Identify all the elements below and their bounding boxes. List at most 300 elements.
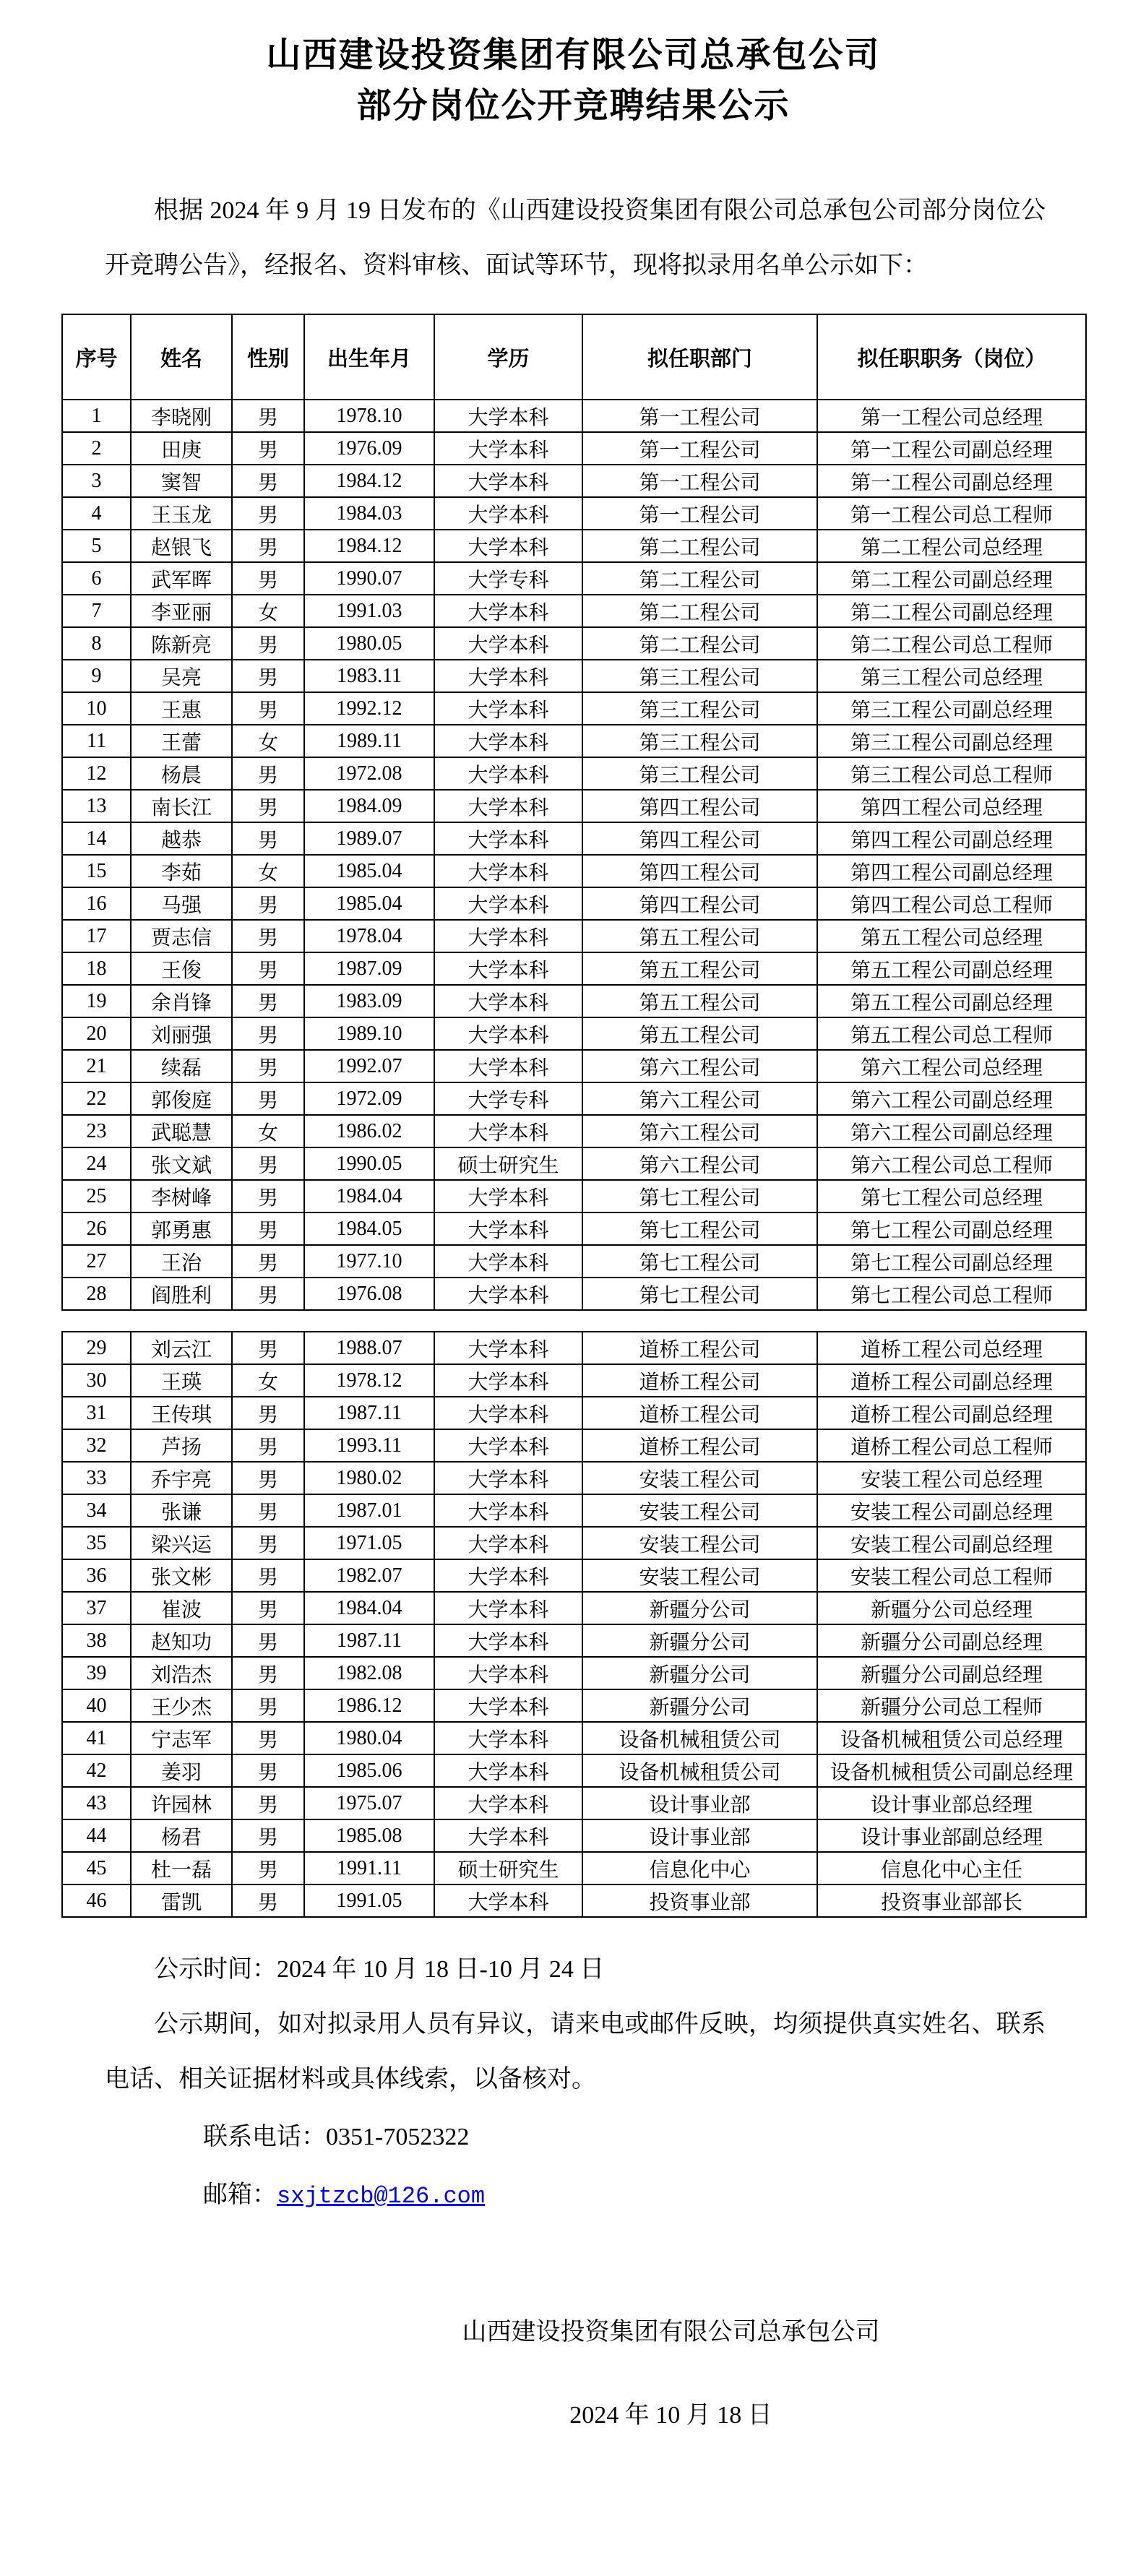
- table-cell: 1985.04: [304, 887, 434, 920]
- table-cell: 大学本科: [434, 1592, 582, 1624]
- table-row: [62, 1559, 1086, 1592]
- table-cell: 男: [232, 627, 304, 660]
- table-cell: 道桥工程公司: [582, 1429, 817, 1462]
- table-row: [62, 985, 1086, 1017]
- table-cell: 男: [232, 1819, 304, 1852]
- table-cell: 窦智: [131, 465, 232, 497]
- table-cell: 新疆分公司: [582, 1592, 817, 1624]
- table-cell: 8: [62, 627, 131, 660]
- publicity-period-line: 公示时间：2024 年 10 月 18 日-10 月 24 日: [154, 1956, 605, 1983]
- table-cell: 1986.12: [304, 1689, 434, 1722]
- table-row: [62, 1689, 1086, 1722]
- table-row: [62, 530, 1086, 562]
- col-header-position: 拟任职职务（岗位）: [817, 314, 1086, 400]
- table-cell: 39: [62, 1657, 131, 1689]
- table-cell: 第七工程公司: [582, 1278, 817, 1310]
- table-cell: 王蕾: [131, 725, 232, 757]
- col-header-no: 序号: [62, 314, 131, 400]
- table-cell: 设计事业部: [582, 1819, 817, 1852]
- table-cell: 男: [232, 822, 304, 855]
- table-cell: 大学本科: [434, 660, 582, 692]
- roster-table-part2: [61, 1331, 1087, 1918]
- table-cell: 第六工程公司: [582, 1082, 817, 1115]
- table-cell: 乔宇亮: [131, 1462, 232, 1494]
- table-cell: 1984.12: [304, 530, 434, 562]
- table-cell: 大学专科: [434, 1082, 582, 1115]
- table-cell: 安装工程公司: [582, 1559, 817, 1592]
- table-header-row: [62, 314, 1086, 400]
- table-cell: 1991.03: [304, 595, 434, 627]
- table-cell: 新疆分公司: [582, 1624, 817, 1657]
- table-row: [62, 1624, 1086, 1657]
- table-cell: 2: [62, 432, 131, 465]
- table-cell: 大学本科: [434, 1278, 582, 1310]
- table-cell: 28: [62, 1278, 131, 1310]
- table-cell: 1: [62, 400, 131, 432]
- table-row: [62, 1212, 1086, 1245]
- table-cell: 第五工程公司副总经理: [817, 952, 1086, 985]
- table-cell: 男: [232, 465, 304, 497]
- table-cell: 新疆分公司: [582, 1657, 817, 1689]
- table-cell: 郭俊庭: [131, 1082, 232, 1115]
- table-cell: 赵知功: [131, 1624, 232, 1657]
- table-cell: 21: [62, 1050, 131, 1082]
- table-row: [62, 1527, 1086, 1559]
- table-row: [62, 952, 1086, 985]
- table-cell: 第六工程公司副总经理: [817, 1115, 1086, 1147]
- table-row: [62, 822, 1086, 855]
- table-row: [62, 400, 1086, 432]
- table-cell: 大学本科: [434, 1115, 582, 1147]
- table-cell: 大学本科: [434, 1429, 582, 1462]
- table-cell: 第一工程公司: [582, 400, 817, 432]
- table-cell: 张文彬: [131, 1559, 232, 1592]
- table-cell: 第二工程公司: [582, 627, 817, 660]
- col-header-department: 拟任职部门: [582, 314, 817, 400]
- table-cell: 王治: [131, 1245, 232, 1278]
- table-cell: 第五工程公司: [582, 920, 817, 952]
- table-cell: 38: [62, 1624, 131, 1657]
- table-cell: 男: [232, 1592, 304, 1624]
- table-cell: 男: [232, 920, 304, 952]
- table-cell: 第五工程公司: [582, 952, 817, 985]
- table-cell: 大学本科: [434, 757, 582, 790]
- table-cell: 第一工程公司副总经理: [817, 432, 1086, 465]
- table-cell: 大学本科: [434, 465, 582, 497]
- table-cell: 田庚: [131, 432, 232, 465]
- table-cell: 王少杰: [131, 1689, 232, 1722]
- table-row: [62, 562, 1086, 595]
- table-cell: 1989.07: [304, 822, 434, 855]
- table-cell: 第五工程公司总工程师: [817, 1017, 1086, 1050]
- signature-block: [61, 2311, 1085, 2437]
- table-cell: 第一工程公司: [582, 497, 817, 530]
- table-row: [62, 627, 1086, 660]
- table-cell: 设计事业部总经理: [817, 1787, 1086, 1819]
- table-cell: 武军晖: [131, 562, 232, 595]
- table-cell: 1987.11: [304, 1397, 434, 1429]
- table-cell: 宁志军: [131, 1722, 232, 1754]
- table-cell: 1985.06: [304, 1754, 434, 1787]
- table-cell: 4: [62, 497, 131, 530]
- table-cell: 王惠: [131, 692, 232, 725]
- table-cell: 1972.08: [304, 757, 434, 790]
- table-row: [62, 692, 1086, 725]
- table-cell: 杜一磊: [131, 1852, 232, 1884]
- table-cell: 余肖锋: [131, 985, 232, 1017]
- table-cell: 大学本科: [434, 595, 582, 627]
- table-cell: 男: [232, 1429, 304, 1462]
- table-cell: 5: [62, 530, 131, 562]
- table-cell: 第四工程公司总工程师: [817, 887, 1086, 920]
- table-row: [62, 855, 1086, 887]
- table-cell: 第四工程公司: [582, 855, 817, 887]
- table-cell: 1991.11: [304, 1852, 434, 1884]
- table-cell: 20: [62, 1017, 131, 1050]
- table-cell: 1985.08: [304, 1819, 434, 1852]
- table-cell: 第七工程公司副总经理: [817, 1245, 1086, 1278]
- table-row: [62, 1017, 1086, 1050]
- table-cell: 25: [62, 1180, 131, 1212]
- table-cell: 第四工程公司总经理: [817, 790, 1086, 822]
- table-cell: 男: [232, 660, 304, 692]
- table-cell: 续磊: [131, 1050, 232, 1082]
- table-cell: 第四工程公司副总经理: [817, 822, 1086, 855]
- table-cell: 第四工程公司副总经理: [817, 855, 1086, 887]
- table-cell: 大学本科: [434, 692, 582, 725]
- table-cell: 1984.05: [304, 1212, 434, 1245]
- table-cell: 道桥工程公司: [582, 1397, 817, 1429]
- table-cell: 男: [232, 1494, 304, 1527]
- table-cell: 道桥工程公司总经理: [817, 1332, 1086, 1364]
- table-row: [62, 1332, 1086, 1364]
- table-row: [62, 1787, 1086, 1819]
- table-cell: 安装工程公司: [582, 1494, 817, 1527]
- table-row: [62, 595, 1086, 627]
- email-label: 邮箱：: [203, 2181, 277, 2208]
- signature-date: 2024 年 10 月 18 日: [569, 2402, 772, 2429]
- table-cell: 大学本科: [434, 855, 582, 887]
- table-cell: 阎胜利: [131, 1278, 232, 1310]
- table-cell: 男: [232, 400, 304, 432]
- table-cell: 李茹: [131, 855, 232, 887]
- table-cell: 29: [62, 1332, 131, 1364]
- table-cell: 安装工程公司: [582, 1462, 817, 1494]
- table-cell: 大学本科: [434, 1527, 582, 1559]
- table-cell: 男: [232, 1278, 304, 1310]
- table-cell: 大学本科: [434, 1754, 582, 1787]
- table-cell: 1984.12: [304, 465, 434, 497]
- table-cell: 第六工程公司: [582, 1147, 817, 1180]
- table-cell: 大学本科: [434, 1332, 582, 1364]
- table-cell: 王传琪: [131, 1397, 232, 1429]
- table-row: [62, 790, 1086, 822]
- table-cell: 1992.07: [304, 1050, 434, 1082]
- table-cell: 1982.08: [304, 1657, 434, 1689]
- table-cell: 1984.04: [304, 1180, 434, 1212]
- table-cell: 男: [232, 1082, 304, 1115]
- table-cell: 1990.05: [304, 1147, 434, 1180]
- table-cell: 第二工程公司总经理: [817, 530, 1086, 562]
- table-cell: 41: [62, 1722, 131, 1754]
- table-cell: 越恭: [131, 822, 232, 855]
- col-header-education: 学历: [434, 314, 582, 400]
- table-cell: 投资事业部部长: [817, 1884, 1086, 1917]
- table-cell: 1991.05: [304, 1884, 434, 1917]
- table-cell: 张文斌: [131, 1147, 232, 1180]
- table-cell: 大学本科: [434, 952, 582, 985]
- table-cell: 大学本科: [434, 725, 582, 757]
- table-cell: 大学本科: [434, 497, 582, 530]
- table-cell: 男: [232, 985, 304, 1017]
- table-cell: 19: [62, 985, 131, 1017]
- table-cell: 大学本科: [434, 1180, 582, 1212]
- table-cell: 40: [62, 1689, 131, 1722]
- table-cell: 27: [62, 1245, 131, 1278]
- table-row: [62, 660, 1086, 692]
- table-cell: 3: [62, 465, 131, 497]
- table-cell: 第七工程公司总工程师: [817, 1278, 1086, 1310]
- table-cell: 武聪慧: [131, 1115, 232, 1147]
- table-cell: 男: [232, 432, 304, 465]
- table-cell: 34: [62, 1494, 131, 1527]
- table-cell: 第七工程公司副总经理: [817, 1212, 1086, 1245]
- table-cell: 安装工程公司副总经理: [817, 1494, 1086, 1527]
- table-row: [62, 497, 1086, 530]
- table-cell: 第六工程公司总经理: [817, 1050, 1086, 1082]
- table-cell: 1977.10: [304, 1245, 434, 1278]
- table-cell: 1987.09: [304, 952, 434, 985]
- table-cell: 李树峰: [131, 1180, 232, 1212]
- table-cell: 大学本科: [434, 1884, 582, 1917]
- table-cell: 安装工程公司总工程师: [817, 1559, 1086, 1592]
- table-row: [62, 1462, 1086, 1494]
- table-cell: 大学本科: [434, 1462, 582, 1494]
- table-cell: 24: [62, 1147, 131, 1180]
- table-cell: 第一工程公司总经理: [817, 400, 1086, 432]
- table-cell: 9: [62, 660, 131, 692]
- table-cell: 12: [62, 757, 131, 790]
- table-cell: 男: [232, 1462, 304, 1494]
- table-cell: 芦扬: [131, 1429, 232, 1462]
- table-cell: 1984.03: [304, 497, 434, 530]
- table-cell: 设计事业部副总经理: [817, 1819, 1086, 1852]
- table-cell: 马强: [131, 887, 232, 920]
- email-line: [105, 2168, 1046, 2224]
- table-row: [62, 1180, 1086, 1212]
- table-cell: 大学本科: [434, 400, 582, 432]
- table-row: [62, 1245, 1086, 1278]
- table-cell: 1989.10: [304, 1017, 434, 1050]
- table-row: [62, 1592, 1086, 1624]
- table-cell: 新疆分公司: [582, 1689, 817, 1722]
- table-cell: 1989.11: [304, 725, 434, 757]
- table-cell: 杨君: [131, 1819, 232, 1852]
- table-row: [62, 1082, 1086, 1115]
- table-cell: 郭勇惠: [131, 1212, 232, 1245]
- table-cell: 第六工程公司: [582, 1115, 817, 1147]
- table-cell: 刘浩杰: [131, 1657, 232, 1689]
- table-cell: 新疆分公司副总经理: [817, 1657, 1086, 1689]
- table-cell: 第三工程公司总经理: [817, 660, 1086, 692]
- table-cell: 男: [232, 1754, 304, 1787]
- table-cell: 1972.09: [304, 1082, 434, 1115]
- table-cell: 大学本科: [434, 985, 582, 1017]
- table-cell: 新疆分公司副总经理: [817, 1624, 1086, 1657]
- table-cell: 刘云江: [131, 1332, 232, 1364]
- table-cell: 第一工程公司总工程师: [817, 497, 1086, 530]
- table-cell: 第六工程公司: [582, 1050, 817, 1082]
- table-cell: 1993.11: [304, 1429, 434, 1462]
- roster-table-part1: [61, 314, 1087, 1311]
- table-cell: 第三工程公司: [582, 725, 817, 757]
- table-cell: 男: [232, 1017, 304, 1050]
- table-cell: 新疆分公司总工程师: [817, 1689, 1086, 1722]
- table-cell: 崔波: [131, 1592, 232, 1624]
- table-cell: 23: [62, 1115, 131, 1147]
- table-cell: 17: [62, 920, 131, 952]
- table-cell: 大学本科: [434, 1722, 582, 1754]
- table-cell: 梁兴运: [131, 1527, 232, 1559]
- table-cell: 1978.12: [304, 1364, 434, 1397]
- table-cell: 大学本科: [434, 1657, 582, 1689]
- table-cell: 男: [232, 1212, 304, 1245]
- table-cell: 1971.05: [304, 1527, 434, 1559]
- table-cell: 男: [232, 692, 304, 725]
- table-cell: 1975.07: [304, 1787, 434, 1819]
- table-cell: 10: [62, 692, 131, 725]
- table-cell: 第七工程公司总经理: [817, 1180, 1086, 1212]
- table-cell: 男: [232, 790, 304, 822]
- table-cell: 1988.07: [304, 1332, 434, 1364]
- table-cell: 第二工程公司副总经理: [817, 562, 1086, 595]
- table-cell: 1992.12: [304, 692, 434, 725]
- table-cell: 31: [62, 1397, 131, 1429]
- table-cell: 设备机械租赁公司总经理: [817, 1722, 1086, 1754]
- table-cell: 第六工程公司副总经理: [817, 1082, 1086, 1115]
- email-link[interactable]: sxjtzcb@126.com: [277, 2183, 486, 2210]
- col-header-name: 姓名: [131, 314, 232, 400]
- table-cell: 男: [232, 1657, 304, 1689]
- table-cell: 18: [62, 952, 131, 985]
- table-cell: 大学本科: [434, 920, 582, 952]
- table-row: [62, 1884, 1086, 1917]
- table-cell: 男: [232, 1397, 304, 1429]
- table-cell: 1990.07: [304, 562, 434, 595]
- table-cell: 1984.04: [304, 1592, 434, 1624]
- table-cell: 道桥工程公司副总经理: [817, 1397, 1086, 1429]
- table-cell: 许园林: [131, 1787, 232, 1819]
- table-section-gap: [61, 1311, 1085, 1331]
- table-cell: 第四工程公司: [582, 822, 817, 855]
- objection-notice-paragraph: 公示期间，如对拟录用人员有异议，请来电或邮件反映，均须提供真实姓名、联系电话、相关证据材料或具体线索，以备核对。: [105, 2011, 1046, 2093]
- table-cell: 新疆分公司总经理: [817, 1592, 1086, 1624]
- table-cell: 1980.04: [304, 1722, 434, 1754]
- table-cell: 第二工程公司: [582, 530, 817, 562]
- table-cell: 男: [232, 1147, 304, 1180]
- table-cell: 男: [232, 1852, 304, 1884]
- table-cell: 道桥工程公司: [582, 1364, 817, 1397]
- table-cell: 26: [62, 1212, 131, 1245]
- table-cell: 第六工程公司总工程师: [817, 1147, 1086, 1180]
- table-cell: 大学本科: [434, 1787, 582, 1819]
- table-cell: 第二工程公司: [582, 595, 817, 627]
- table-row: [62, 1754, 1086, 1787]
- table-cell: 女: [232, 595, 304, 627]
- table-cell: 45: [62, 1852, 131, 1884]
- table-cell: 16: [62, 887, 131, 920]
- table-cell: 男: [232, 1245, 304, 1278]
- table-cell: 1984.09: [304, 790, 434, 822]
- table-cell: 13: [62, 790, 131, 822]
- table-cell: 男: [232, 530, 304, 562]
- table-cell: 44: [62, 1819, 131, 1852]
- intro-paragraph: 根据 2024 年 9 月 19 日发布的《山西建设投资集团有限公司总承包公司部分岗位公开竞聘公告》，经报名、资料审核、面试等环节，现将拟录用名单公示如下：: [105, 197, 1046, 279]
- table-cell: 第三工程公司总工程师: [817, 757, 1086, 790]
- table-row: [62, 1147, 1086, 1180]
- table-row: [62, 1722, 1086, 1754]
- table-cell: 大学本科: [434, 790, 582, 822]
- table-cell: 安装工程公司: [582, 1527, 817, 1559]
- table-cell: 男: [232, 1787, 304, 1819]
- table-cell: 第四工程公司: [582, 790, 817, 822]
- table-cell: 大学本科: [434, 627, 582, 660]
- table-cell: 14: [62, 822, 131, 855]
- table-cell: 第二工程公司副总经理: [817, 595, 1086, 627]
- table-cell: 雷凯: [131, 1884, 232, 1917]
- table-cell: 第一工程公司副总经理: [817, 465, 1086, 497]
- table-cell: 王玉龙: [131, 497, 232, 530]
- table-cell: 第一工程公司: [582, 465, 817, 497]
- table-cell: 赵银飞: [131, 530, 232, 562]
- table-row: [62, 1364, 1086, 1397]
- col-header-birth: 出生年月: [304, 314, 434, 400]
- table-cell: 男: [232, 1884, 304, 1917]
- table-row: [62, 920, 1086, 952]
- table-cell: 杨晨: [131, 757, 232, 790]
- table-cell: 南长江: [131, 790, 232, 822]
- table-cell: 大学本科: [434, 1017, 582, 1050]
- table-cell: 6: [62, 562, 131, 595]
- col-header-gender: 性别: [232, 314, 304, 400]
- table-cell: 女: [232, 1364, 304, 1397]
- table-row: [62, 432, 1086, 465]
- table-cell: 安装工程公司总经理: [817, 1462, 1086, 1494]
- page-title-line1: 山西建设投资集团有限公司总承包公司: [266, 36, 881, 74]
- table-row: [62, 1050, 1086, 1082]
- table-cell: 大学本科: [434, 1364, 582, 1397]
- table-cell: 大学本科: [434, 1245, 582, 1278]
- table-cell: 大学本科: [434, 530, 582, 562]
- table-cell: 男: [232, 1527, 304, 1559]
- table-cell: 大学本科: [434, 1559, 582, 1592]
- table-cell: 男: [232, 1689, 304, 1722]
- table-cell: 第一工程公司: [582, 432, 817, 465]
- table-cell: 女: [232, 1115, 304, 1147]
- table-cell: 1980.02: [304, 1462, 434, 1494]
- table-cell: 设备机械租赁公司副总经理: [817, 1754, 1086, 1787]
- table-cell: 大学本科: [434, 887, 582, 920]
- table-cell: 姜羽: [131, 1754, 232, 1787]
- table-cell: 女: [232, 725, 304, 757]
- table-cell: 1985.04: [304, 855, 434, 887]
- table-cell: 第七工程公司: [582, 1180, 817, 1212]
- table-row: [62, 725, 1086, 757]
- table-cell: 1986.02: [304, 1115, 434, 1147]
- table-cell: 第七工程公司: [582, 1212, 817, 1245]
- table-cell: 男: [232, 887, 304, 920]
- table-cell: 信息化中心: [582, 1852, 817, 1884]
